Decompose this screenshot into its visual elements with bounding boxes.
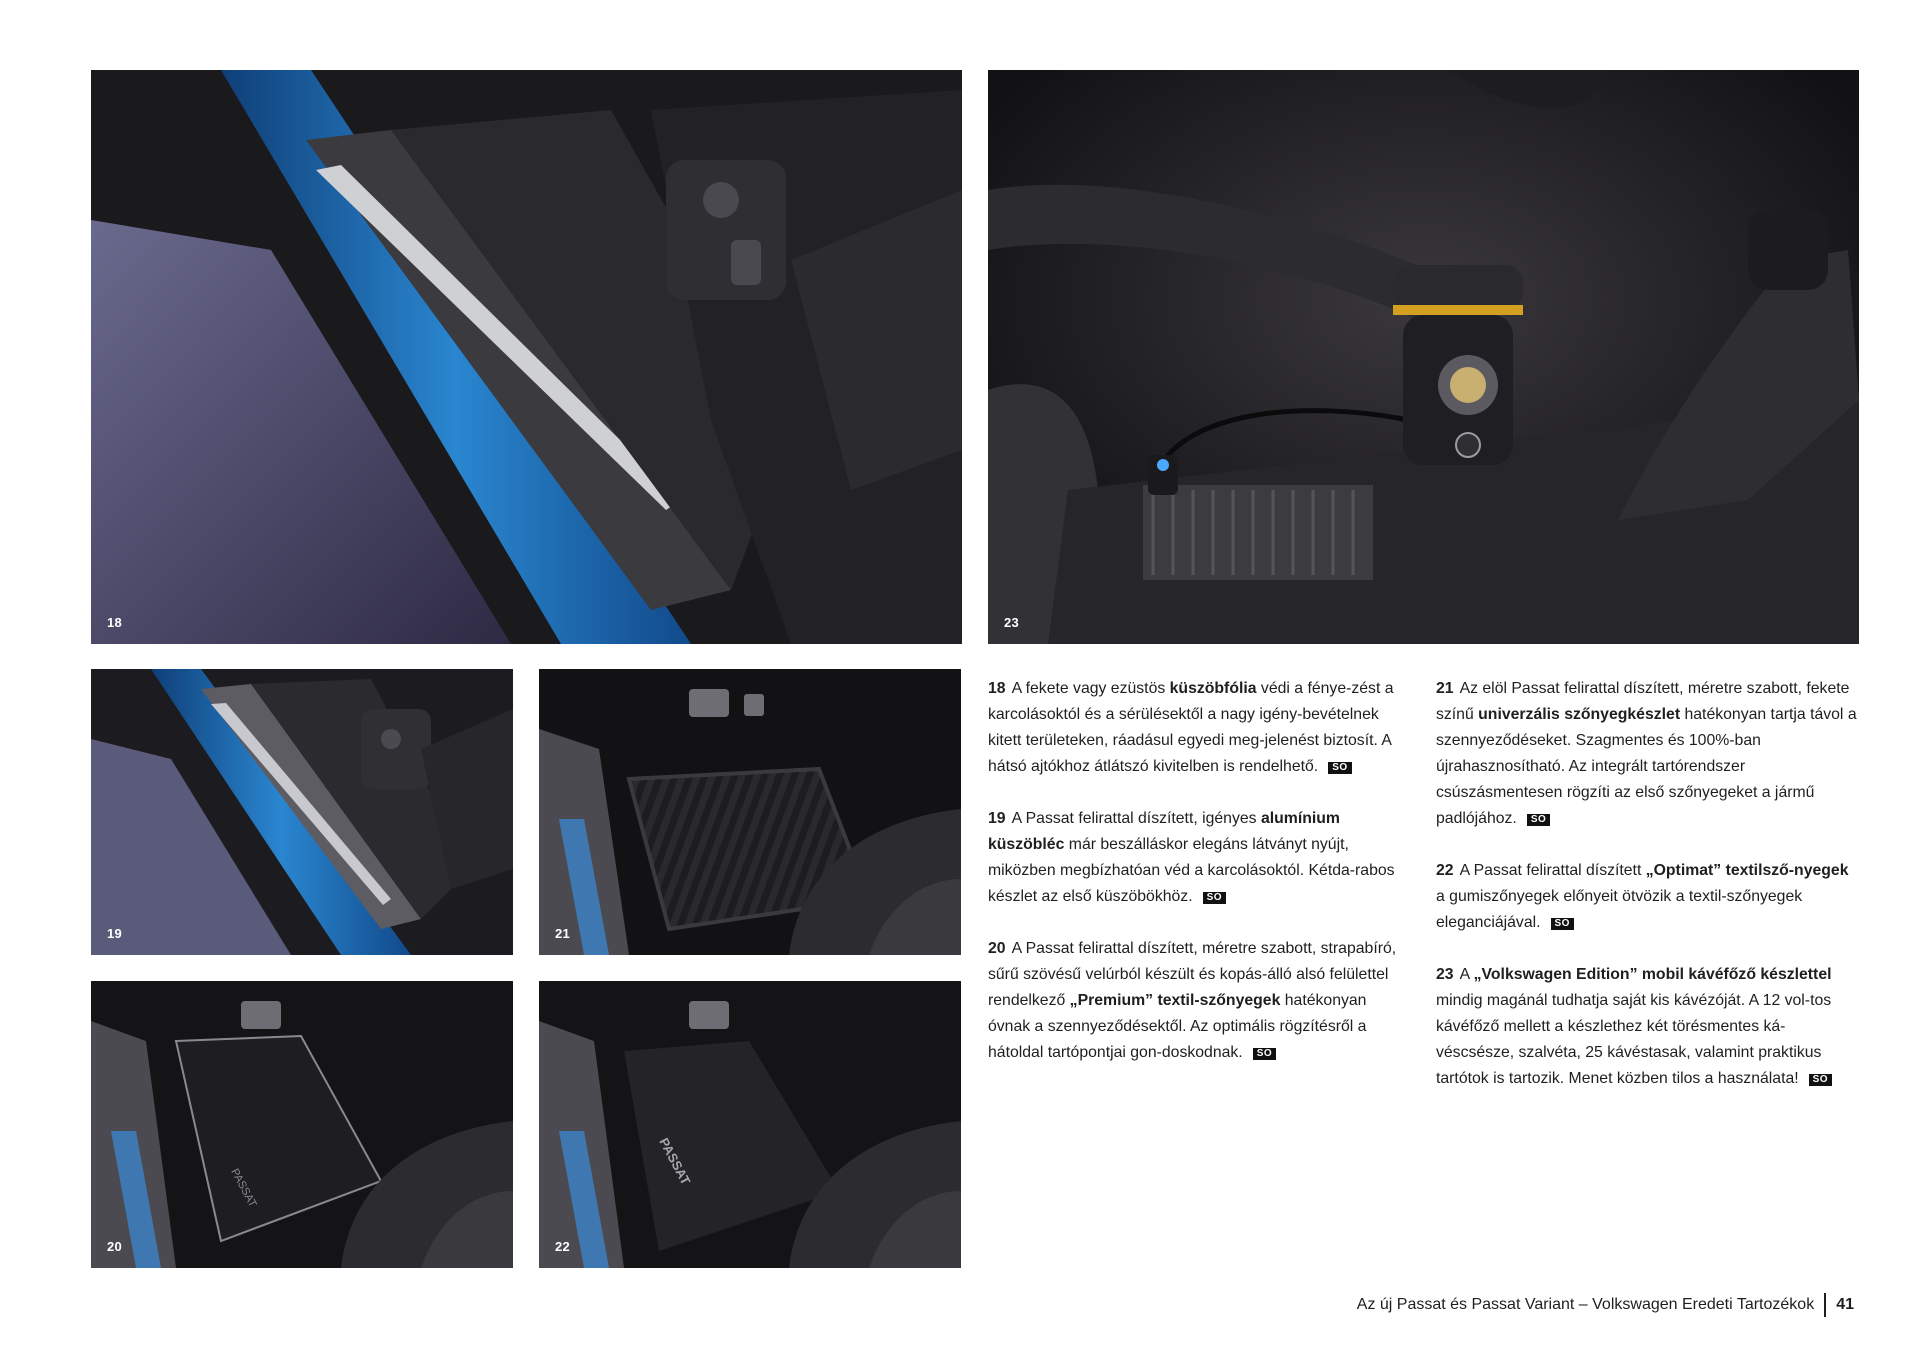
photo-number: 19 — [107, 926, 123, 941]
text-column-left — [988, 676, 1410, 1092]
text-column-right — [1436, 676, 1858, 1118]
item-22-description — [1436, 858, 1858, 936]
item-highlight: „Optimat” textilsző-nyegek — [1645, 862, 1849, 879]
item-text: hatékonyan tartja távol a szennyeződéseket. Szagmentes és 100%-ban újrahasznosítható. Az integrált tartórendszer csúszásmentesen rögzíti az első szőnyegeket a jármű padlójához. — [1436, 706, 1857, 827]
so-badge: SO — [1203, 892, 1226, 904]
photo-premium-mat — [91, 981, 513, 1268]
footer-title: Az új Passat és Passat Variant – Volkswagen Eredeti Tartozékok — [1356, 1296, 1815, 1313]
item-20-description — [988, 936, 1410, 1066]
item-text: A Passat felirattal díszített, méretre szabott, strapabíró, sűrű szövésű velúrból készült és kopás-álló alsó felülettel rendelkező — [988, 940, 1397, 1009]
photo-number: 20 — [107, 1239, 123, 1254]
item-highlight: „Premium” textil-szőnyegek — [1069, 992, 1281, 1009]
item-18-description — [988, 676, 1410, 780]
photo-aluminium-sill — [91, 669, 513, 955]
page-number: 41 — [1836, 1296, 1854, 1313]
item-highlight: küszöbfólia — [1169, 680, 1257, 697]
so-badge: SO — [1328, 762, 1351, 774]
photo-coffee-maker — [988, 70, 1859, 644]
footer-divider — [1824, 1293, 1826, 1317]
item-text: a gumiszőnyegek előnyeit ötvözik a textil-szőnyegek eleganciájával. — [1436, 888, 1803, 931]
so-badge: SO — [1551, 918, 1574, 930]
svg-text:PASSAT: PASSAT — [656, 1135, 694, 1188]
item-19-description — [988, 806, 1410, 910]
so-badge: SO — [1527, 814, 1550, 826]
item-number: 21 — [1436, 680, 1454, 697]
photo-number: 21 — [555, 926, 571, 941]
svg-text:PASSAT: PASSAT — [228, 1166, 259, 1210]
item-highlight: univerzális szőnyegkészlet — [1478, 706, 1681, 723]
item-text: már beszálláskor elegáns látványt nyújt, miközben megbízhatóan véd a karcolásoktól. Kétda-rabos készlet az első küszöbökhöz. — [988, 836, 1395, 905]
item-number: 18 — [988, 680, 1006, 697]
photo-optimat-mat — [539, 981, 961, 1268]
item-text: védi a fénye-zést a karcolásoktól és a sérülésektől a nagy igény-bevételnek kitett területeken, ráadásul egyedi meg-jelenést biztosít. A hátsó ajtókhoz átlátszó kivitelben is rendelhető. — [988, 680, 1394, 775]
so-badge: SO — [1809, 1074, 1832, 1086]
item-text: hatékonyan óvnak a szennyeződésektől. Az optimális rögzítésről a hátoldal tartópontjai gon-doskodnak. — [988, 992, 1367, 1061]
item-number: 22 — [1436, 862, 1454, 879]
item-highlight: „Volkswagen Edition” mobil kávéfőző készlettel — [1473, 966, 1832, 983]
so-badge: SO — [1253, 1048, 1276, 1060]
photo-number: 18 — [107, 615, 123, 630]
item-text: A — [1459, 966, 1474, 983]
photo-universal-mat — [539, 669, 961, 955]
item-text: Az elöl Passat felirattal díszített, méretre szabott, fekete színű — [1436, 680, 1850, 723]
item-highlight: alumínium küszöbléc — [988, 810, 1340, 853]
photo-door-sill-foil — [91, 70, 962, 644]
item-text: mindig magánál tudhatja saját kis kávézóját. A 12 vol-tos kávéfőző mellett a készlethez két törésmentes ká-véscsésze, szalvéta, 25 kávéstasak, valamint praktikus tartótok is tartozik. Menet közben tilos a használata! — [1436, 992, 1832, 1087]
item-number: 19 — [988, 810, 1006, 827]
item-number: 23 — [1436, 966, 1454, 983]
item-21-description — [1436, 676, 1858, 832]
page-footer — [1357, 1293, 1854, 1317]
photo-number: 23 — [1004, 615, 1020, 630]
item-text: A Passat felirattal díszített — [1459, 862, 1646, 879]
item-text: A Passat felirattal díszített, igényes — [1011, 810, 1261, 827]
item-23-description — [1436, 962, 1858, 1092]
photo-number: 22 — [555, 1239, 571, 1254]
item-number: 20 — [988, 940, 1006, 957]
item-text: A fekete vagy ezüstös — [1011, 680, 1170, 697]
